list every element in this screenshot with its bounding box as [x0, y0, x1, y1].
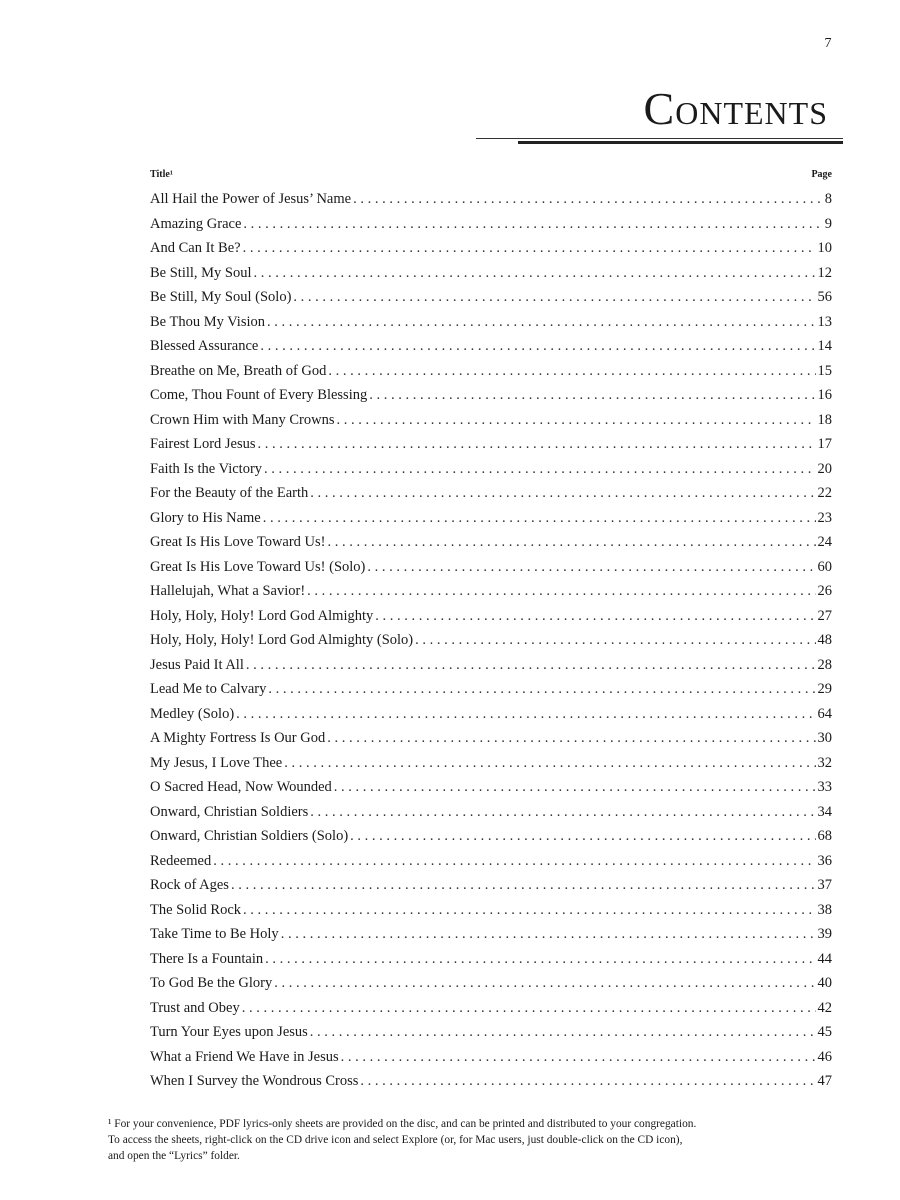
toc-entry-title: And Can It Be? [150, 240, 241, 256]
toc-entry [150, 187, 832, 212]
toc-entry-title: Amazing Grace [150, 215, 242, 232]
toc-entry [150, 261, 832, 286]
toc-entry-page: 44 [817, 950, 832, 967]
dot-leader [415, 628, 815, 653]
dot-leader [375, 604, 815, 629]
dot-leader [328, 359, 815, 384]
toc-entry-page: 40 [817, 975, 832, 991]
toc-entry-title: There Is a Fountain [150, 950, 264, 967]
toc-entry-page: 47 [817, 1073, 832, 1089]
page-number: 7 [824, 36, 832, 51]
toc-entry-page: 33 [817, 779, 832, 795]
toc-entry-title: Take Time to Be Holy [150, 926, 279, 942]
toc-entry-page: 37 [817, 877, 832, 893]
toc-entry-title: What a Friend We Have in Jesus [150, 1048, 339, 1065]
toc-entry-page: 36 [817, 852, 832, 869]
dot-leader [367, 555, 815, 580]
toc-entry-page: 8 [824, 191, 832, 207]
dot-leader [231, 873, 816, 898]
toc-entry-page: 22 [817, 485, 832, 501]
toc-entry-page: 26 [817, 583, 832, 599]
toc-entry-page: 24 [817, 534, 832, 550]
toc-entry-page: 16 [817, 387, 832, 403]
title-rule-thick [518, 141, 843, 144]
toc-entry [150, 947, 832, 972]
toc-entry-title: Be Thou My Vision [150, 313, 266, 330]
toc-entry-title: Turn Your Eyes upon Jesus [150, 1024, 308, 1040]
toc-entry-title: Redeemed [150, 852, 212, 869]
toc-entry [150, 653, 832, 678]
footnote [108, 1116, 832, 1164]
toc-entry-page: 13 [817, 313, 832, 330]
toc-entry-page: 9 [824, 215, 832, 232]
toc-entry [150, 1045, 832, 1070]
toc-entry-title: All Hail the Power of Jesus’ Name [150, 191, 352, 207]
toc-entry [150, 579, 832, 604]
dot-leader [274, 971, 815, 996]
toc-entry [150, 824, 832, 849]
dot-leader [336, 408, 815, 433]
toc-entry-title: Rock of Ages [150, 877, 229, 893]
dot-leader [307, 579, 815, 604]
toc-entry-page: 30 [817, 730, 832, 746]
dot-leader [310, 1020, 816, 1045]
toc-entry-title: Breathe on Me, Breath of God [150, 362, 327, 379]
toc-entry-page: 46 [817, 1048, 832, 1065]
dot-leader [328, 530, 816, 555]
toc-entry [150, 898, 832, 923]
toc-entry-page: 38 [817, 901, 832, 918]
dot-leader [268, 677, 815, 702]
dot-leader [236, 702, 815, 727]
toc-entry [150, 751, 832, 776]
toc-entry [150, 334, 832, 359]
toc-entry [150, 677, 832, 702]
dot-leader [265, 947, 815, 972]
toc-entry [150, 702, 832, 727]
dot-leader [281, 922, 816, 947]
table-of-contents [150, 166, 832, 1094]
dot-leader [341, 1045, 816, 1070]
toc-entry [150, 408, 832, 433]
toc-entry [150, 457, 832, 482]
footnote-line: ¹ For your convenience, PDF lyrics-only sheets are provided on the disc, and can be printed and distributed to your congregation. [108, 1118, 697, 1130]
title-rule-thin [476, 138, 843, 139]
dot-leader [267, 310, 815, 335]
toc-entry-page: 28 [817, 656, 832, 673]
toc-entry-title: Glory to His Name [150, 509, 261, 526]
toc-entry-page: 17 [817, 436, 832, 452]
toc-entry [150, 236, 832, 261]
toc-entry-title: My Jesus, I Love Thee [150, 754, 283, 771]
dot-leader [263, 506, 816, 531]
footnote-line: and open the “Lyrics” folder. [108, 1150, 240, 1162]
toc-entry [150, 849, 832, 874]
toc-entry-title: Blessed Assurance [150, 338, 259, 354]
toc-entry-page: 14 [817, 338, 832, 354]
toc-entry-page: 15 [817, 362, 832, 379]
toc-entry [150, 726, 832, 751]
toc-entry-title: O Sacred Head, Now Wounded [150, 779, 332, 795]
dot-leader [369, 383, 815, 408]
page-title: Contents [643, 83, 828, 134]
dot-leader [353, 187, 823, 212]
toc-entry-title: Jesus Paid It All [150, 656, 244, 673]
dot-leader [213, 849, 815, 874]
toc-entry-title: Hallelujah, What a Savior! [150, 583, 306, 599]
dot-leader [246, 653, 816, 678]
dot-leader [254, 261, 816, 286]
toc-entry-title: Be Still, My Soul [150, 264, 252, 281]
toc-entry [150, 530, 832, 555]
footnote-line: To access the sheets, right-click on the CD drive icon and select Explore (or, for Mac users, just double-click on the CD icon), [108, 1134, 683, 1146]
toc-entry-title: Trust and Obey [150, 999, 240, 1016]
toc-entry [150, 971, 832, 996]
toc-entry [150, 310, 832, 335]
toc-entry-page: 32 [817, 754, 832, 771]
toc-entry [150, 506, 832, 531]
toc-list [150, 187, 832, 1094]
toc-header [150, 166, 832, 187]
toc-entry-page: 10 [817, 240, 832, 256]
toc-entry-title: Come, Thou Fount of Every Blessing [150, 387, 368, 403]
dot-leader [243, 212, 822, 237]
toc-entry-page: 64 [817, 705, 832, 722]
toc-entry-title: Great Is His Love Toward Us! (Solo) [150, 558, 366, 575]
toc-entry-title: For the Beauty of the Earth [150, 485, 309, 501]
dot-leader [243, 236, 816, 261]
page-column-header: Page [811, 169, 832, 180]
toc-entry-page: 34 [817, 803, 832, 820]
toc-entry-title: Faith Is the Victory [150, 460, 263, 477]
toc-entry-page: 29 [817, 681, 832, 697]
toc-entry-page: 56 [817, 289, 832, 305]
toc-entry-title: When I Survey the Wondrous Cross [150, 1073, 359, 1089]
toc-entry [150, 604, 832, 629]
toc-entry-title: Fairest Lord Jesus [150, 436, 256, 452]
toc-entry [150, 800, 832, 825]
toc-entry-title: Crown Him with Many Crowns [150, 411, 335, 428]
dot-leader [264, 457, 815, 482]
toc-entry-title: To God Be the Glory [150, 975, 273, 991]
toc-entry-page: 60 [817, 558, 832, 575]
toc-entry-title: Holy, Holy, Holy! Lord God Almighty [150, 607, 374, 624]
toc-entry [150, 432, 832, 457]
toc-entry-title: Holy, Holy, Holy! Lord God Almighty (Solo) [150, 632, 414, 648]
toc-entry [150, 285, 832, 310]
toc-entry-page: 27 [817, 607, 832, 624]
toc-entry-page: 45 [817, 1024, 832, 1040]
dot-leader [258, 432, 816, 457]
toc-entry [150, 383, 832, 408]
toc-entry [150, 481, 832, 506]
toc-entry-title: Onward, Christian Soldiers [150, 803, 309, 820]
toc-entry-title: Be Still, My Soul (Solo) [150, 289, 292, 305]
toc-entry [150, 1069, 832, 1094]
toc-entry [150, 775, 832, 800]
toc-entry-page: 48 [817, 632, 832, 648]
dot-leader [242, 996, 816, 1021]
dot-leader [350, 824, 815, 849]
dot-leader [310, 800, 815, 825]
toc-entry-page: 39 [817, 926, 832, 942]
toc-entry [150, 922, 832, 947]
toc-entry [150, 628, 832, 653]
toc-entry-title: Lead Me to Calvary [150, 681, 267, 697]
toc-entry-page: 20 [817, 460, 832, 477]
toc-entry-title: Great Is His Love Toward Us! [150, 534, 326, 550]
toc-entry [150, 555, 832, 580]
toc-entry-page: 12 [817, 264, 832, 281]
toc-entry [150, 873, 832, 898]
dot-leader [327, 726, 815, 751]
title-column-header: Title¹ [150, 169, 173, 180]
dot-leader [243, 898, 815, 923]
toc-entry-page: 23 [817, 509, 832, 526]
toc-entry-title: The Solid Rock [150, 901, 242, 918]
toc-entry-title: Medley (Solo) [150, 705, 235, 722]
dot-leader [310, 481, 815, 506]
toc-entry-page: 18 [817, 411, 832, 428]
toc-entry-title: Onward, Christian Soldiers (Solo) [150, 828, 349, 844]
dot-leader [360, 1069, 815, 1094]
toc-entry [150, 996, 832, 1021]
dot-leader [284, 751, 815, 776]
dot-leader [260, 334, 815, 359]
toc-entry [150, 212, 832, 237]
dot-leader [293, 285, 815, 310]
toc-entry [150, 359, 832, 384]
dot-leader [334, 775, 816, 800]
toc-entry-page: 68 [817, 828, 832, 844]
toc-entry [150, 1020, 832, 1045]
toc-entry-page: 42 [817, 999, 832, 1016]
toc-entry-title: A Mighty Fortress Is Our God [150, 730, 326, 746]
